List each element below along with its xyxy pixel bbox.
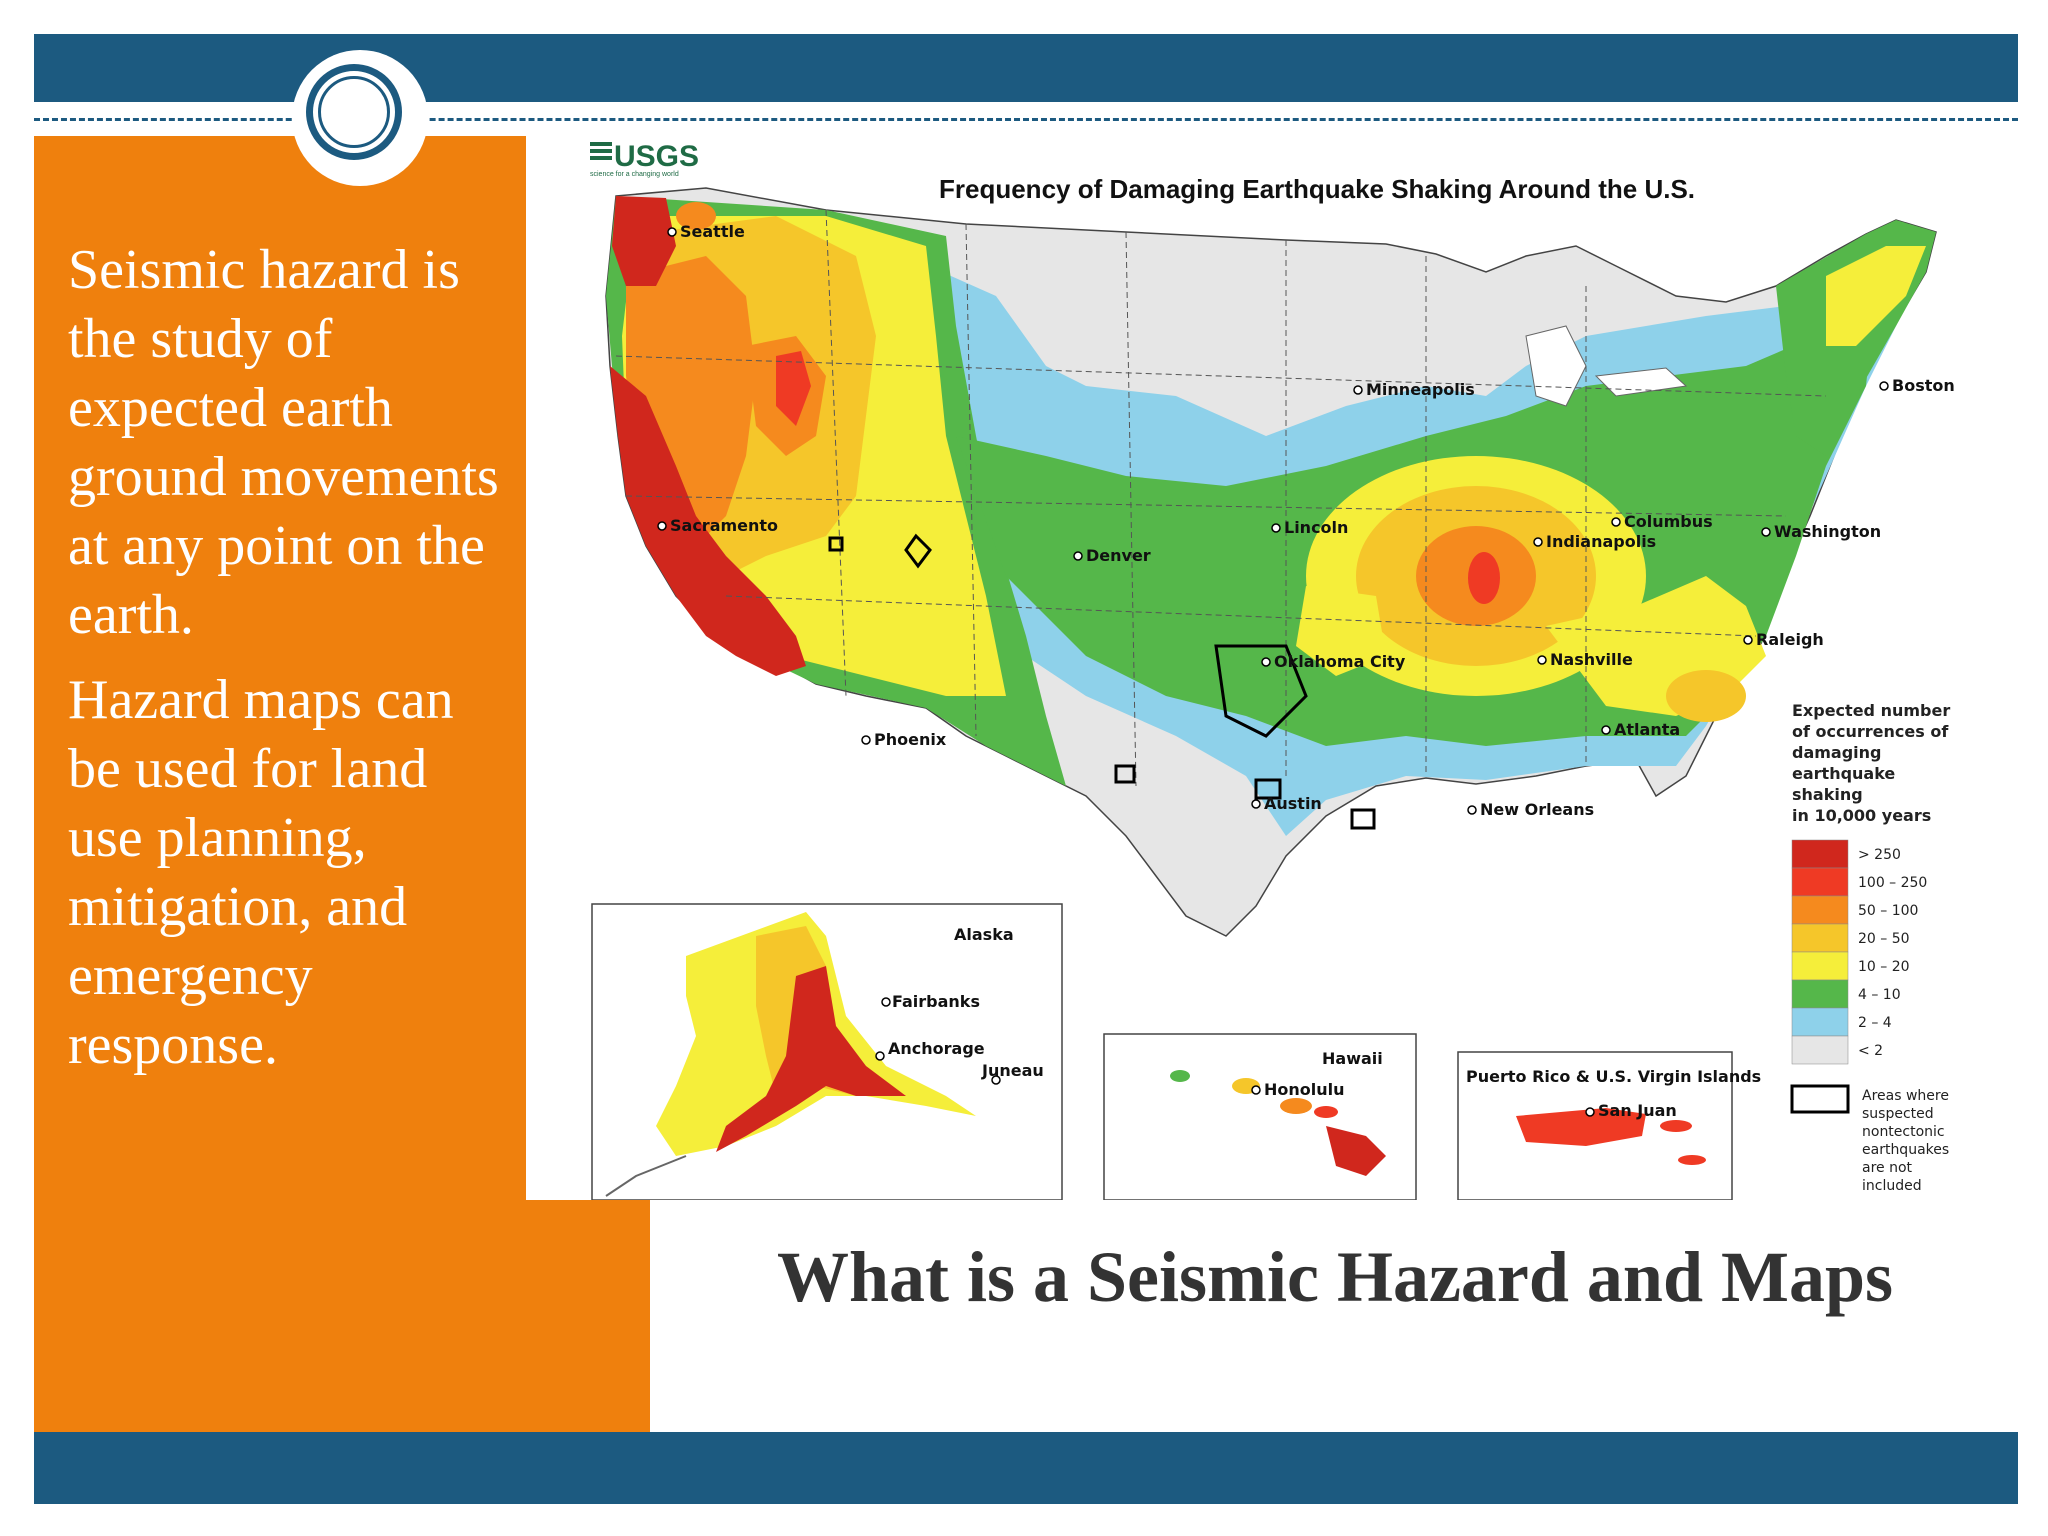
legend-swatches [1792, 840, 1927, 1064]
city-lincoln: Lincoln [1284, 518, 1349, 537]
city-fairbanks: Fairbanks [892, 992, 980, 1011]
alaska-inset [592, 904, 1062, 1200]
city-columbus: Columbus [1624, 512, 1713, 531]
city-indianapolis: Indianapolis [1546, 532, 1657, 551]
city-atlanta: Atlanta [1614, 720, 1681, 739]
usgs-tagline: science for a changing world [590, 171, 679, 178]
usgs-logo [590, 140, 699, 178]
city-sacramento: Sacramento [670, 516, 779, 535]
legend-title-line-2: of occurrences of [1792, 722, 1949, 741]
legend-title-line-6: in 10,000 years [1792, 806, 1932, 825]
city-oklahoma-city: Oklahoma City [1274, 652, 1406, 671]
legend-nontectonic-swatch [1792, 1086, 1848, 1112]
city-austin: Austin [1264, 794, 1322, 813]
puerto-rico-inset [1458, 1052, 1761, 1200]
city-raleigh: Raleigh [1756, 630, 1824, 649]
legend-swatch-label: 2 – 4 [1858, 1015, 1892, 1031]
puerto-rico-title: Puerto Rico & U.S. Virgin Islands [1466, 1067, 1762, 1086]
legend-title-line-4: earthquake [1792, 764, 1896, 783]
legend-swatch [1792, 1036, 1848, 1064]
bullet-1: Seismic hazard is the study of expected earth ground movements at any point on the earth. [68, 239, 499, 646]
map-title: Frequency of Damaging Earthquake Shaking Around the U.S. [939, 174, 1696, 204]
alaska-title: Alaska [954, 925, 1014, 944]
city-anchorage: Anchorage [888, 1039, 985, 1058]
left-panel-extension [526, 1200, 650, 1432]
city-nashville: Nashville [1550, 650, 1633, 669]
legend-swatch [1792, 1008, 1848, 1036]
city-san-juan: San Juan [1598, 1101, 1677, 1120]
legend-swatch [1792, 980, 1848, 1008]
legend-note-line-4: earthquakes [1862, 1142, 1950, 1158]
city-honolulu: Honolulu [1264, 1080, 1345, 1099]
legend-swatch [1792, 840, 1848, 868]
slide-title: What is a Seismic Hazard and Maps [776, 1237, 1894, 1317]
city-seattle: Seattle [680, 222, 745, 241]
legend-swatch-label: 50 – 100 [1858, 903, 1919, 919]
city-boston: Boston [1892, 376, 1955, 395]
legend-title [1792, 701, 1956, 825]
legend-swatch-label: 10 – 20 [1858, 959, 1910, 975]
circle-inner-ring [318, 76, 390, 148]
legend-swatch-label: > 250 [1858, 847, 1901, 863]
legend-note-line-6: included [1862, 1178, 1922, 1194]
legend-swatch [1792, 896, 1848, 924]
legend-note-line-5: are not [1862, 1160, 1913, 1176]
hazard-map-svg [526, 136, 1986, 1200]
hawaii-inset [1104, 1034, 1416, 1200]
legend-title-line-3: damaging [1792, 743, 1882, 762]
legend-title-line-1: Expected number [1792, 701, 1951, 720]
legend-swatch [1792, 868, 1848, 896]
legend-swatch [1792, 924, 1848, 952]
legend-swatch-label: 20 – 50 [1858, 931, 1910, 947]
legend-swatch [1792, 952, 1848, 980]
legend-title-line-5: shaking [1792, 785, 1863, 804]
hazard-map [526, 136, 1986, 1200]
legend-note-line-1: Areas where [1862, 1088, 1949, 1104]
bottom-bar [34, 1432, 2018, 1504]
city-phoenix: Phoenix [874, 730, 947, 749]
legend-note-line-3: nontectonic [1862, 1124, 1945, 1140]
city-minneapolis: Minneapolis [1366, 380, 1475, 399]
city-denver: Denver [1086, 546, 1151, 565]
city-washington: Washington [1774, 522, 1882, 541]
conterminous-us [606, 188, 1936, 936]
city-new-orleans: New Orleans [1480, 800, 1595, 819]
map-legend [1792, 701, 1956, 1194]
usgs-logo-text: USGS [614, 140, 700, 173]
hawaii-title: Hawaii [1322, 1049, 1383, 1068]
bullet-2: Hazard maps can be used for land use planning, mitigation, and emergency response. [68, 669, 454, 1076]
legend-swatch-label: < 2 [1858, 1043, 1884, 1059]
legend-swatch-label: 4 – 10 [1858, 987, 1901, 1003]
legend-note-line-2: suspected [1862, 1106, 1934, 1122]
city-juneau: Juneau [982, 1061, 1044, 1080]
legend-swatch-label: 100 – 250 [1858, 875, 1928, 891]
legend-nontectonic-note [1862, 1088, 1954, 1194]
bullet-text [68, 236, 508, 1096]
